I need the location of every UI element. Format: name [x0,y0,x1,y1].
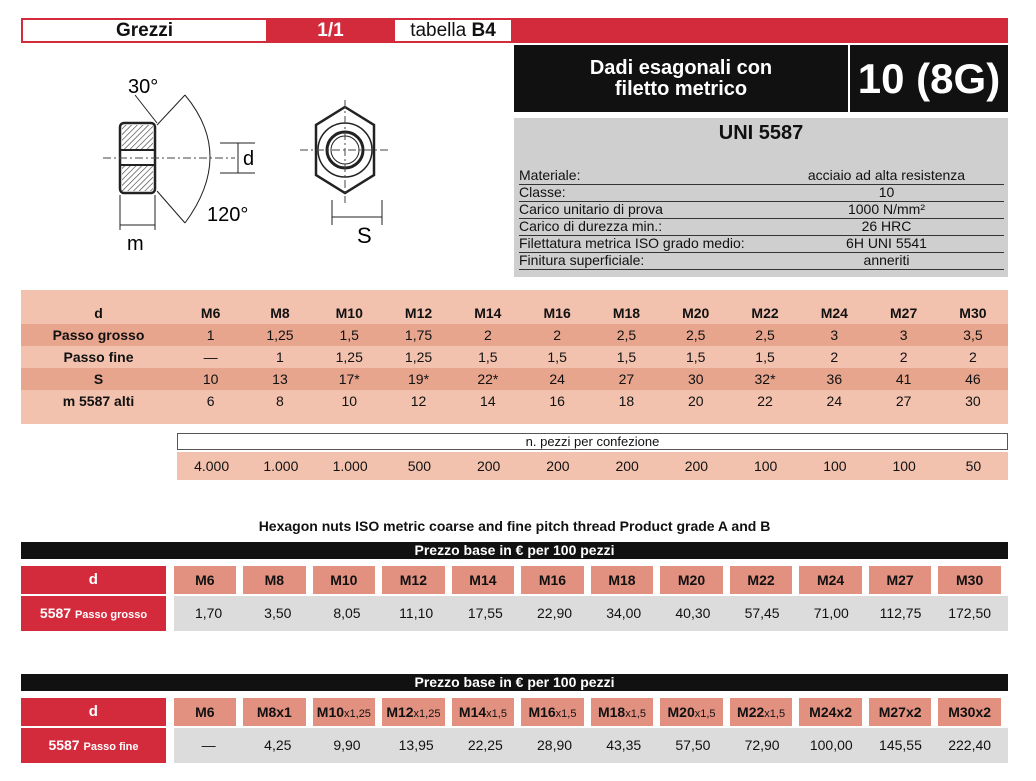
dimension-cell: 1 [276,349,284,365]
size-header [591,566,653,594]
dimension-cell: 3,5 [963,327,983,343]
spacer [166,728,174,763]
size-main: M20 [667,704,695,720]
dimension-cell: 12 [410,393,427,409]
size-header [521,566,583,594]
dimension-row-header: S [93,371,104,387]
price-cell: 112,75 [879,605,922,621]
dimension-cell: 10 [341,393,358,409]
dimension-cell: — [203,349,218,365]
size-main: M12 [386,704,414,720]
dimension-cell: 17* [338,371,360,387]
price-bar-coarse: Prezzo base in € per 100 pezzi [21,542,1008,559]
spec-key: Carico unitario di prova [519,201,663,217]
dimension-cell: 10 [202,371,219,387]
size-main: M8x1 [256,704,292,720]
spec-value: 26 HRC [861,218,912,234]
spec-value: anneriti [863,252,910,268]
price-cell: 9,90 [333,737,361,753]
price-cell: 100,00 [809,737,853,753]
dimension-row-header: m 5587 alti [62,393,135,409]
tabella-prefix: tabella [410,20,467,41]
price-cell: 22,25 [467,737,503,753]
dimension-cell: 24 [549,371,565,387]
size-header [521,698,583,726]
pieces-per-pack-row [177,452,1008,480]
size-header [660,566,722,594]
spacer [166,566,174,594]
price-values [174,728,1008,763]
price-bar-fine: Prezzo base in € per 100 pezzi [21,674,1008,691]
dimension-cell: 2 [483,327,492,343]
dimension-cell: 1,5 [478,349,498,365]
header-fraction: 1/1 [268,18,393,43]
pieces-cell: 200 [615,458,639,474]
price-cell: 1,70 [194,605,223,621]
spacer [166,698,174,726]
size-header [938,566,1000,594]
pieces-cell: 4.000 [194,458,230,474]
dimension-cell: 1,5 [547,349,567,365]
size-header [174,566,236,594]
dimension-cell: M6 [200,305,221,321]
size-pitch: x1,5 [764,708,786,720]
dimension-cell: M16 [543,305,571,321]
pieces-per-pack-label: n. pezzi per confezione [177,433,1008,450]
dimension-m-label: m [127,233,144,255]
dimension-cell: 3 [830,327,839,343]
dimension-cell: 22* [477,371,499,387]
size-header [452,566,514,594]
dimension-d-label: d [243,148,255,170]
size-main: M22 [737,704,765,720]
pieces-cell: 200 [476,458,501,474]
size-main: M12 [399,572,427,588]
spec-row [519,167,1004,185]
dimension-cell: 2 [553,327,562,343]
dimension-cell: M14 [474,305,502,321]
dimension-cell: 1,5 [339,327,359,343]
spec-row [519,201,1004,219]
price-row-label [21,596,166,631]
dimension-cell: 46 [965,371,981,387]
size-main: M6 [195,704,215,720]
size-header [174,698,236,726]
price-cell: 172,50 [948,605,992,621]
size-pitch: x1,25 [344,708,371,720]
dimension-cell: M30 [959,305,987,321]
size-main: M10 [316,704,345,720]
price-cell: 43,35 [606,737,642,753]
dimension-cell: 1,25 [266,327,294,343]
size-header [591,698,653,726]
price-row-label [21,728,166,763]
english-title: Hexagon nuts ISO metric coarse and fine pitch thread Product grade A and B [258,518,771,534]
size-main: M14 [458,704,487,720]
spec-row [519,218,1004,236]
price-cell: 57,45 [744,605,780,621]
dimension-cell: 32* [754,371,776,387]
spec-row [519,252,1004,270]
pieces-cell: 50 [965,458,982,474]
size-main: M14 [469,572,497,588]
size-header [730,698,792,726]
dimension-cell: M22 [751,305,779,321]
size-header [869,566,931,594]
dimension-cell: M8 [270,305,290,321]
tabella-code: B4 [471,20,496,41]
size-main: M24 [816,572,845,588]
pieces-cell: 200 [546,458,570,474]
size-main: M16 [528,704,556,720]
price-cell: 4,25 [264,737,292,753]
dimension-cell: M10 [335,305,363,321]
dimension-cell: 2 [830,349,839,365]
price-cell: 28,90 [537,737,573,753]
size-main: M24x2 [809,704,852,720]
size-header [938,698,1000,726]
dimension-cell: 2,5 [755,327,775,343]
size-header [313,566,375,594]
size-pitch: x1,5 [694,708,716,720]
size-main: M10 [330,572,358,588]
spec-row [519,235,1004,253]
size-main: M22 [747,572,775,588]
spec-key: Filettatura metrica ISO grado medio: [519,235,745,251]
size-header [452,698,514,726]
price-values [174,596,1008,631]
dimension-cell: 16 [549,393,565,409]
price-cell: 222,40 [948,737,992,753]
size-main: M16 [538,572,567,588]
size-pitch: x1,25 [413,708,441,720]
spec-key: Materiale: [519,167,581,183]
size-pitch: x1,5 [555,708,577,720]
size-main: M6 [195,572,215,588]
dimension-cell: 1 [206,327,215,343]
pieces-cell: 500 [407,458,432,474]
dimension-cell: 2,5 [616,327,637,343]
size-pitch: x1,5 [486,708,507,720]
size-main: M30 [956,572,984,588]
product-title [514,45,848,112]
dimension-cell: 1,25 [404,349,433,365]
title-line-2: filetto metrico [614,77,748,100]
dimension-cell: M24 [820,305,848,321]
price-row-coarse [21,596,1008,631]
dimension-row-header: d [94,305,103,321]
dimension-cell: 22 [757,393,773,409]
dimension-s-label: S [357,223,372,248]
price-header-fine [21,698,1008,726]
size-header [382,698,444,726]
dimension-cell: 19* [408,371,430,387]
dimension-row [21,302,1008,324]
price-cell: 72,90 [744,737,780,753]
angle-30-label: 30° [128,76,159,98]
price-header-coarse [21,566,1008,594]
pieces-cell: 100 [823,458,847,474]
dimension-row-header: Passo fine [63,349,134,365]
dimension-cell: M18 [612,305,641,321]
price-row-code: 5587 [39,605,72,621]
dimension-cell: 24 [826,393,843,409]
pieces-cell: 1.000 [263,458,299,474]
price-header-label: d [21,698,166,726]
size-header [660,698,722,726]
price-cell: 22,90 [537,605,573,621]
dimension-cell: M20 [682,305,710,321]
price-cell: 71,00 [813,605,849,621]
price-row-code: 5587 [48,737,80,753]
size-main: M27 [886,572,914,588]
size-header [730,566,792,594]
size-main: M30x2 [948,704,992,720]
title-line-1: Dadi esagonali con [589,56,773,79]
price-header-label: d [21,566,166,594]
dimension-cell: 6 [206,393,215,409]
dimension-cell: 20 [687,393,704,409]
dimension-cell: M27 [890,305,918,321]
size-pitch: x1,5 [625,708,646,720]
dimension-cell: 2 [969,349,977,365]
header-grezzi: Grezzi [21,18,268,43]
dimension-cell: 36 [826,371,843,387]
size-header [243,566,305,594]
header-red-band [513,18,1008,43]
price-cell: 57,50 [675,737,711,753]
spec-row [519,184,1004,202]
dimension-cell: 27 [895,393,912,409]
price-cell: 3,50 [264,605,292,621]
dimension-cell: 2 [899,349,908,365]
spec-value: 10 [878,184,895,200]
dimension-row [21,390,1008,412]
size-header [382,566,444,594]
size-main: M20 [677,572,706,588]
price-cell: 13,95 [398,737,434,753]
front-view-hexagon [300,100,390,225]
price-cell: 11,10 [399,605,434,621]
size-main: M8 [264,572,285,588]
size-header [313,698,375,726]
dimension-cell: 1,75 [404,327,433,343]
header-tabella [393,18,513,43]
spec-standard: UNI 5587 [718,122,804,144]
pieces-cell: 100 [892,458,916,474]
pieces-cell: 1.000 [332,458,368,474]
dimension-row-header: Passo grosso [52,327,145,343]
dimension-cell: 18 [618,393,635,409]
price-row-fine [21,728,1008,763]
spec-key: Finitura superficiale: [519,252,645,268]
price-cell: 40,30 [675,605,711,621]
price-cell: 17,55 [467,605,503,621]
dimension-cell: 30 [687,371,704,387]
spec-value: 6H UNI 5541 [846,235,927,251]
pieces-cell: 100 [753,458,778,474]
size-main: M27x2 [878,704,922,720]
dimension-row [21,324,1008,346]
dimension-cell: 41 [895,371,912,387]
dimension-cell: 30 [965,393,981,409]
spacer [166,596,174,631]
dimension-cell: 13 [272,371,288,387]
spec-value: acciaio ad alta resistenza [807,167,966,183]
dimension-row [21,368,1008,390]
spec-key: Carico di durezza min.: [519,218,663,234]
price-cell: — [201,737,216,753]
nut-technical-drawing [95,65,435,275]
dimension-cell: 1,5 [616,349,637,365]
pieces-cell: 200 [684,458,709,474]
size-main: M18 [597,704,626,720]
price-row-pitch: Passo fine [83,741,139,753]
dimension-cell: 1,5 [685,349,706,365]
price-row-pitch: Passo grosso [74,609,148,621]
spec-value: 1000 N/mm² [847,201,926,217]
spec-key: Classe: [519,184,566,200]
price-cell: 8,05 [333,605,361,621]
size-main: M18 [608,572,636,588]
product-size: 10 (8G) [850,45,1008,112]
dimension-cell: 14 [480,393,496,409]
size-header [243,698,305,726]
angle-120-label: 120° [207,204,249,226]
dimension-cell: 3 [899,327,908,343]
price-cell: 145,55 [879,737,922,753]
dimension-cell: 1,25 [335,349,363,365]
dimension-cell: 8 [276,393,284,409]
dimension-cell: 2,5 [685,327,706,343]
price-cell: 34,00 [606,605,642,621]
dimension-cell: 27 [618,371,635,387]
dimension-row [21,346,1008,368]
size-header [869,698,931,726]
dimension-cell: 1,5 [755,349,775,365]
dimension-cell: M12 [404,305,433,321]
size-header [799,566,861,594]
size-header [799,698,861,726]
